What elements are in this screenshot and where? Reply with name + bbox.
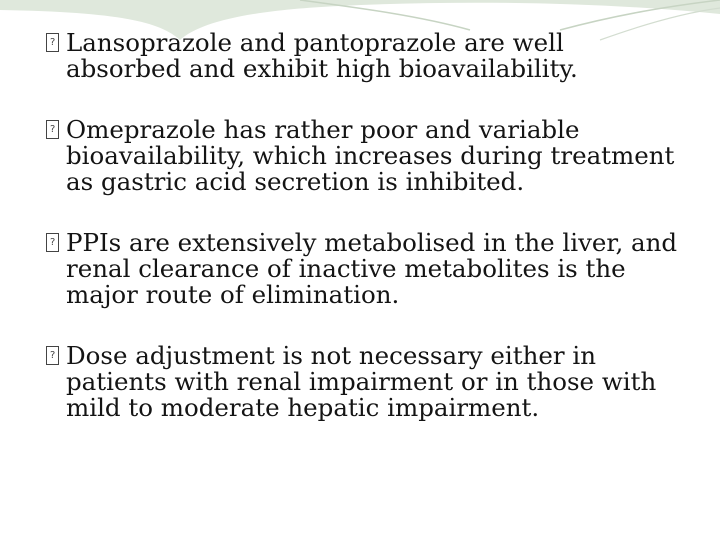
bullet-item: [46, 30, 686, 82]
bullet-item: [46, 343, 686, 421]
bullet-marker-icon: ?: [46, 33, 59, 52]
bullet-text: Omeprazole has rather poor and variable bioavailability, which increases during treatment as gastric acid secretion is inhibited.: [66, 115, 675, 196]
bullet-list: [46, 30, 686, 456]
bullet-text: PPIs are extensively metabolised in the liver, and renal clearance of inactive metabolites is the major route of elimination.: [66, 228, 678, 309]
bullet-marker-icon: ?: [46, 233, 59, 252]
bullet-text: Dose adjustment is not necessary either in patients with renal impairment or in those with mild to moderate hepatic impairment.: [66, 341, 657, 422]
bullet-marker-icon: ?: [46, 346, 59, 365]
bullet-item: [46, 230, 686, 308]
bullet-item: [46, 117, 686, 195]
bullet-text: Lansoprazole and pantoprazole are well absorbed and exhibit high bioavailability.: [66, 28, 578, 83]
bullet-marker-icon: ?: [46, 120, 59, 139]
